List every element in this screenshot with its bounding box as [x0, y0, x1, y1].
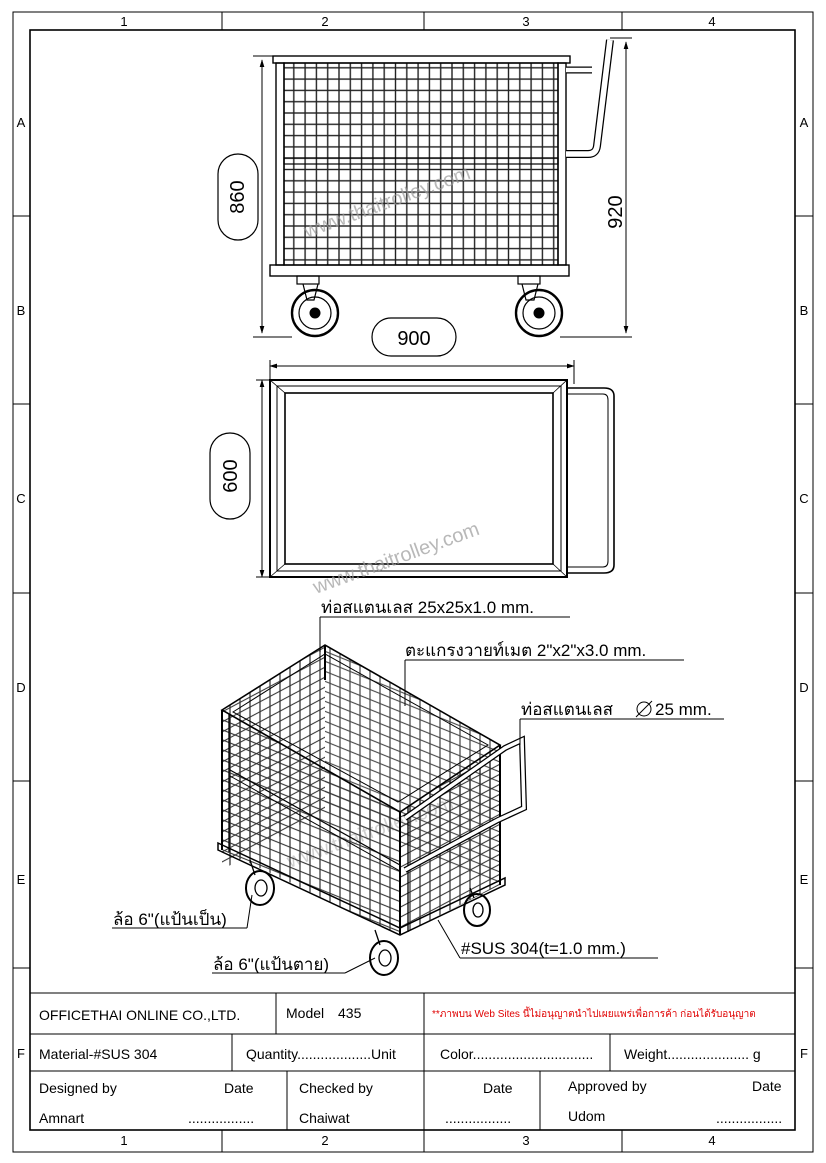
callout-frame-tube: ท่อสแตนเลส 25x25x1.0 mm. [321, 598, 534, 617]
checked-by-name: Chaiwat [299, 1110, 350, 1126]
row-label-e: E [16, 872, 26, 887]
col-label-3: 3 [522, 14, 530, 29]
row-label-b-right: B [799, 303, 809, 318]
col-label-4-bottom: 4 [708, 1133, 716, 1148]
row-label-e-right: E [799, 872, 809, 887]
designed-date-label: Date [224, 1080, 254, 1096]
callout-fixed-wheel: ล้อ 6"(แป้นตาย) [213, 955, 330, 974]
callout-material: #SUS 304(t=1.0 mm.) [461, 939, 626, 958]
row-label-a: A [16, 115, 26, 130]
checked-date-value: ................. [445, 1110, 512, 1126]
approved-by-label: Approved by [568, 1078, 647, 1094]
approved-date-value: ................. [716, 1110, 783, 1126]
callout-swivel-wheel: ล้อ 6"(แป้นเป็น) [113, 910, 227, 929]
dim-height-body: 860 [227, 180, 249, 214]
callout-handle-tube: ท่อสแตนเลส [521, 700, 614, 719]
col-label-4: 4 [708, 14, 716, 29]
col-label-2: 2 [321, 14, 329, 29]
model-value: 435 [338, 1005, 362, 1021]
callout-handle-diameter: 25 mm. [655, 700, 712, 719]
row-label-f-right: F [800, 1046, 808, 1061]
row-label-c: C [16, 491, 26, 506]
col-label-1-bottom: 1 [120, 1133, 128, 1148]
col-label-2-bottom: 2 [321, 1133, 329, 1148]
approved-by-name: Udom [568, 1108, 606, 1124]
designed-by-name: Amnart [39, 1110, 85, 1126]
isometric-view [218, 645, 524, 975]
title-block [30, 993, 795, 1130]
callout-mesh: ตะแกรงวายท์เมต 2"x2"x3.0 mm. [405, 641, 647, 660]
row-label-c-right: C [799, 491, 809, 506]
weight-field: Weight..................... g [624, 1046, 761, 1062]
watermark-side: www.thaitrolley.com [301, 162, 474, 243]
checked-date-label: Date [483, 1080, 513, 1096]
row-label-f: F [17, 1046, 25, 1061]
row-label-b: B [16, 303, 26, 318]
row-label-d: D [16, 680, 26, 695]
model-label: Model [286, 1005, 325, 1021]
company-name: OFFICETHAI ONLINE CO.,LTD. [39, 1007, 241, 1023]
col-label-3-bottom: 3 [522, 1133, 530, 1148]
dim-length: 900 [397, 328, 431, 350]
material-field: Material-#SUS 304 [39, 1046, 158, 1062]
row-label-d-right: D [799, 680, 809, 695]
copyright-warning: **ภาพบน Web Sites นี้ไม่อนุญาตนำไปเผยแพร่เพื่อการค้า ก่อนได้รับอนุญาต [432, 1009, 756, 1020]
checked-by-label: Checked by [299, 1080, 373, 1096]
dim-width: 600 [220, 459, 242, 493]
color-field: Color............................... [440, 1046, 594, 1062]
designed-by-label: Designed by [39, 1080, 117, 1096]
wheel-fixed-front [370, 930, 398, 975]
dim-height-total: 920 [605, 195, 627, 229]
quantity-field: Quantity...................Unit [246, 1046, 396, 1062]
designed-date-value: ................. [188, 1110, 255, 1126]
watermark-top: www.thaitrolley.com [310, 518, 483, 599]
col-label-1: 1 [120, 14, 128, 29]
row-label-a-right: A [799, 115, 809, 130]
approved-date-label: Date [752, 1078, 782, 1094]
